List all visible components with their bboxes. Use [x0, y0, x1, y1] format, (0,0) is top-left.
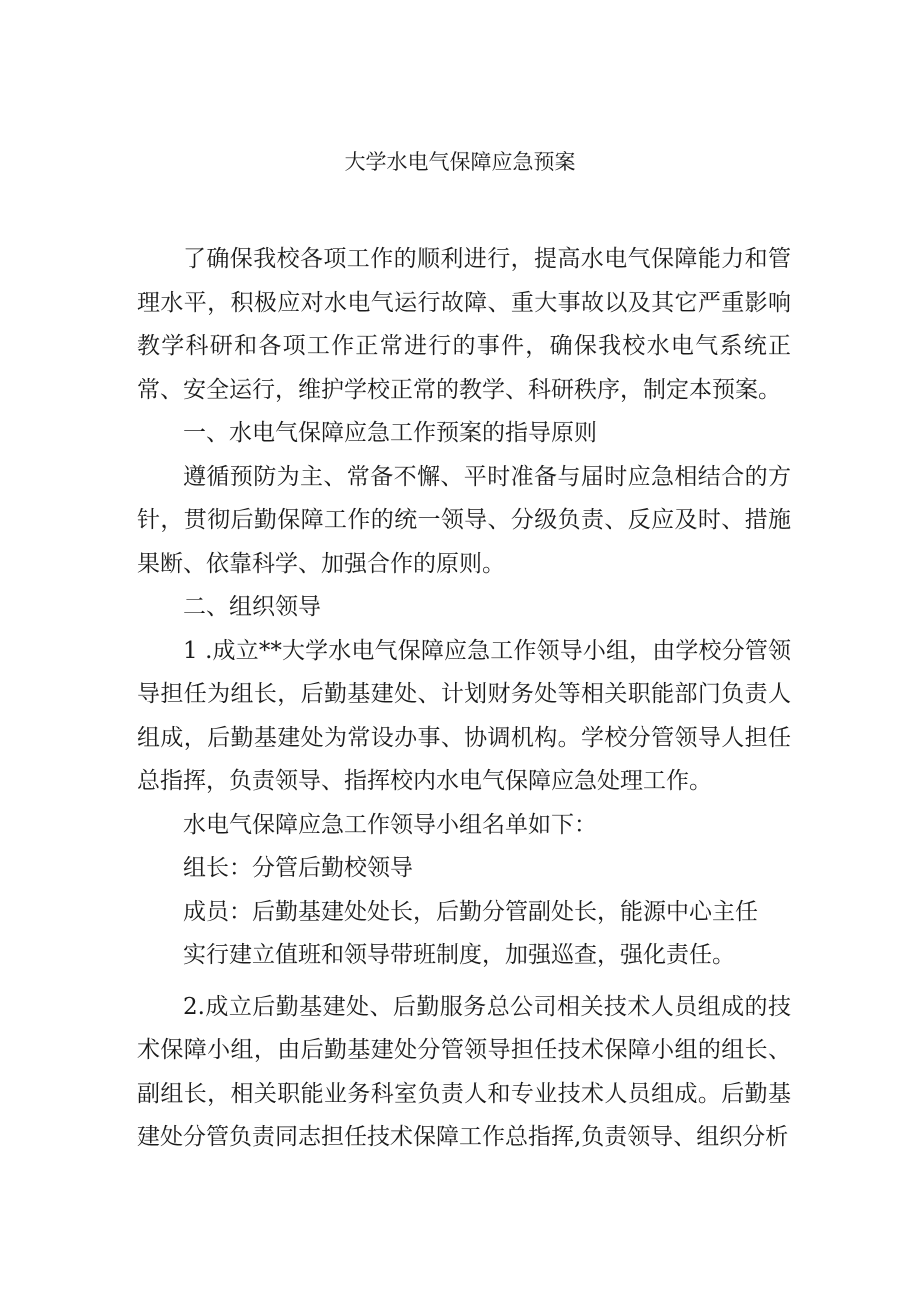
document-body — [137, 238, 791, 1160]
paragraph-intro: 了确保我校各项工作的顺利进行，提高水电气保障能力和管理水平，积极应对水电气运行故障、重大事故以及其它严重影响教学科研和各项工作正常进行的事件，确保我校水电气系统正常、安全运行，维护学校正常的教学、科研秩序，制定本预案。 — [137, 246, 791, 403]
heading-guiding-principles: 一、水电气保障应急工作预案的指导原则 — [183, 420, 597, 446]
paragraph-principles: 遵循预防为主、常备不懈、平时准备与届时应急相结合的方针，贯彻后勤保障工作的统一领导、分级负责、反应及时、措施果断、依靠科学、加强合作的原则。 — [137, 463, 791, 577]
document-title: 大学水电气保障应急预案 — [344, 150, 576, 174]
paragraph-group-leader: 组长：分管后勤校领导 — [183, 855, 413, 881]
paragraph-member-list-intro: 水电气保障应急工作领导小组名单如下： — [183, 811, 597, 838]
heading-organization: 二、组织领导 — [183, 594, 321, 620]
paragraph-group-members: 成员：后勤基建处处长，后勤分管副处长，能源中心主任 — [183, 898, 758, 925]
paragraph-leading-group: 1 .成立**大学水电气保障应急工作领导小组，由学校分管领导担任为组长，后勤基建处、计划财务处等相关职能部门负责人组成，后勤基建处为常设办事、协调机构。学校分管领导人担任总指挥，负责领导、指挥校内水电气保障应急处理工作。 — [137, 637, 791, 794]
paragraph-duty-system: 实行建立值班和领导带班制度，加强巡查，强化责任。 — [183, 942, 735, 968]
paragraph-tech-support-group: 2.成立后勤基建处、后勤服务总公司相关技术人员组成的技术保障小组，由后勤基建处分管领导担任技术保障小组的组长、副组长，相关职能业务科室负责人和专业技术人员组成。后勤基建处分管负责同志担任技术保障工作总指挥,负责领导、组织分析 — [137, 993, 791, 1150]
